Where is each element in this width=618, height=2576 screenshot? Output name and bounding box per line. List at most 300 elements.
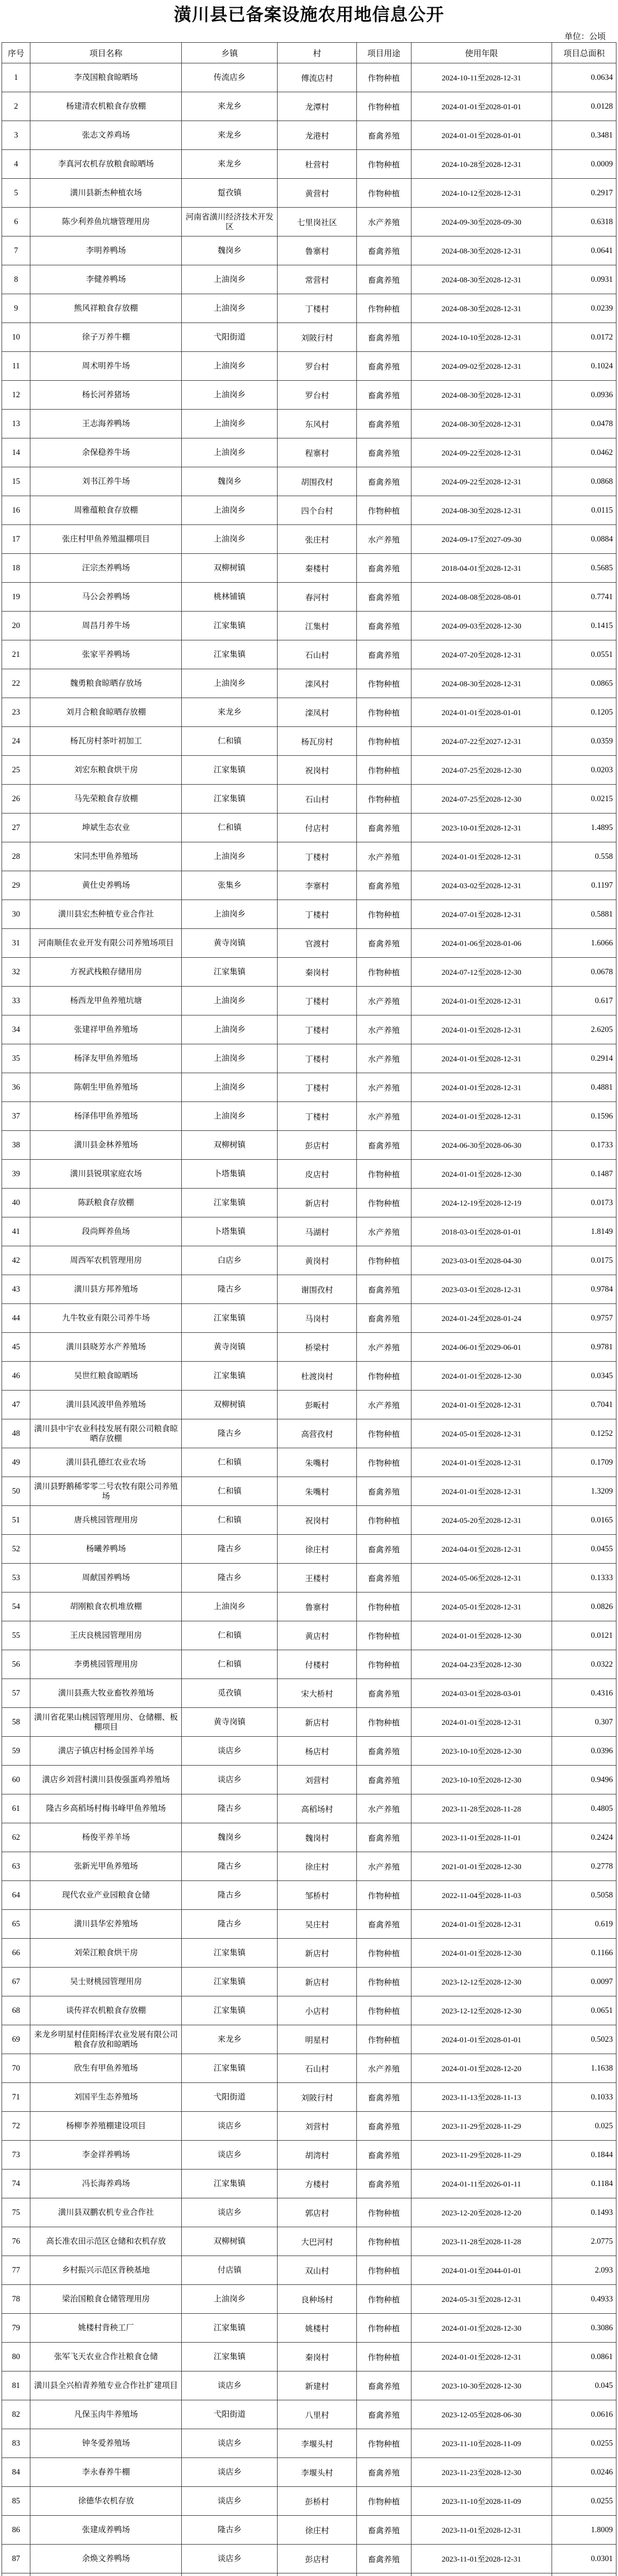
header-period: 使用年限: [411, 43, 552, 63]
row-index: 7: [2, 236, 30, 265]
period: 2024-07-01至2028-12-31: [411, 900, 552, 929]
row-index: 83: [2, 2429, 30, 2458]
table-row: [2, 1852, 616, 1881]
township: 来龙乡: [182, 121, 278, 150]
area: 0.0175: [552, 1246, 616, 1275]
table-row: [2, 265, 616, 294]
purpose: 畜禽养殖: [356, 583, 411, 612]
township: 踅孜镇: [182, 179, 278, 208]
period: 2024-07-22至2027-12-31: [411, 727, 552, 756]
purpose: 作物种植: [356, 2025, 411, 2054]
area: 0.0865: [552, 669, 616, 698]
township: 上油岗乡: [182, 381, 278, 410]
row-index: 44: [2, 1304, 30, 1333]
period: 2024-01-01至2028-01-01: [411, 121, 552, 150]
period: 2024-05-06至2028-12-31: [411, 1564, 552, 1592]
table-row: [2, 958, 616, 987]
row-index: 52: [2, 1535, 30, 1564]
area: 0.1415: [552, 612, 616, 640]
table-row: [2, 640, 616, 669]
table-row: [2, 1679, 616, 1708]
village: 新店村: [278, 1968, 357, 1996]
period: 2023-10-30至2028-12-30: [411, 2371, 552, 2400]
area: 0.4933: [552, 2285, 616, 2314]
area: 0.4316: [552, 1679, 616, 1708]
table-row: [2, 2170, 616, 2198]
village: 彭畈村: [278, 1391, 357, 1419]
purpose: 畜禽养殖: [356, 2112, 411, 2141]
row-index: 29: [2, 871, 30, 900]
township: 上油岗乡: [182, 1102, 278, 1131]
purpose: 作物种植: [356, 2343, 411, 2371]
township: 江家集镇: [182, 1996, 278, 2025]
area: 0.5023: [552, 2025, 616, 2054]
purpose: 作物种植: [356, 1506, 411, 1535]
village: 丁楼村: [278, 294, 357, 323]
project-name: 现代农业产业园粮食仓储: [30, 1881, 182, 1910]
project-name: 杨瓦房村茶叶初加工: [30, 727, 182, 756]
township: 黄寺岗镇: [182, 929, 278, 958]
table-row: [2, 1160, 616, 1189]
area: 0.7741: [552, 583, 616, 612]
purpose: 作物种植: [356, 2487, 411, 2516]
period: 2024-08-30至2028-12-31: [411, 410, 552, 438]
table-row: [2, 727, 616, 756]
table-row: [2, 2314, 616, 2343]
project-name: 刘月合粮食晾晒存放棚: [30, 698, 182, 727]
period: 2024-01-01至2028-12-31: [411, 1391, 552, 1419]
project-name: 周昌月养牛场: [30, 612, 182, 640]
purpose: 畜禽养殖: [356, 1304, 411, 1333]
project-name: 潢川县金林养殖场: [30, 1131, 182, 1160]
village: 谢围孜村: [278, 1275, 357, 1304]
township: 卜塔集镇: [182, 1160, 278, 1189]
table-row: [2, 1621, 616, 1650]
township: 上油岗乡: [182, 1073, 278, 1102]
purpose: 畜禽养殖: [356, 1477, 411, 1506]
township: 仁和镇: [182, 1650, 278, 1679]
area: 0.1709: [552, 1448, 616, 1477]
township: 上油岗乡: [182, 1592, 278, 1621]
project-name: 潢川县锐琪家庭农场: [30, 1160, 182, 1189]
project-name: 梁治国粮食仓储管理用房: [30, 2285, 182, 2314]
period: 2024-01-24至2028-01-24: [411, 1304, 552, 1333]
table-row: [2, 381, 616, 410]
period: 2024-01-01至2028-01-01: [411, 92, 552, 121]
township: 双柳树镇: [182, 1391, 278, 1419]
project-name: 黄仕史养鸭场: [30, 871, 182, 900]
table-row: [2, 1015, 616, 1044]
row-index: 49: [2, 1448, 30, 1477]
village: 东风村: [278, 410, 357, 438]
header-township: 乡镇: [182, 43, 278, 63]
row-index: 17: [2, 525, 30, 554]
project-name: 段尚辉养鱼场: [30, 1217, 182, 1246]
project-name: 来龙乡明星村佳阳杨洋农业发展有限公司粮食存放和晾晒场: [30, 2025, 182, 2054]
township: 上油岗乡: [182, 2285, 278, 2314]
table-row: [2, 842, 616, 871]
project-name: 余保稳养牛场: [30, 438, 182, 467]
table-row: [2, 2429, 616, 2458]
area: 0.1596: [552, 1102, 616, 1131]
township: 上油岗乡: [182, 1015, 278, 1044]
purpose: 作物种植: [356, 1939, 411, 1968]
period: 2023-12-20至2028-12-20: [411, 2198, 552, 2227]
village: 常营村: [278, 265, 357, 294]
area: 0.0173: [552, 1189, 616, 1217]
township: 来龙乡: [182, 92, 278, 121]
row-index: 4: [2, 150, 30, 179]
purpose: 水产养殖: [356, 1794, 411, 1823]
purpose: 畜禽养殖: [356, 554, 411, 583]
area: 0.0868: [552, 467, 616, 496]
village: 官渡村: [278, 929, 357, 958]
purpose: 畜禽养殖: [356, 1910, 411, 1939]
row-index: 53: [2, 1564, 30, 1592]
purpose: 作物种植: [356, 92, 411, 121]
header-village: 村: [278, 43, 357, 63]
purpose: [356, 2573, 411, 2576]
row-index: 12: [2, 381, 30, 410]
table-row: [2, 756, 616, 785]
project-name: 杨泽友甲鱼养殖场: [30, 1044, 182, 1073]
township: [182, 2573, 278, 2576]
area: 0.0121: [552, 1621, 616, 1650]
township: 黄寺岗镇: [182, 1708, 278, 1737]
project-name: 乡村振兴示范区背秧基地: [30, 2256, 182, 2285]
township: 黄寺岗镇: [182, 1333, 278, 1362]
table-row: [2, 236, 616, 265]
village: 黄店村: [278, 1621, 357, 1650]
period: 2023-11-28至2028-11-28: [411, 1794, 552, 1823]
village: 徐庄村: [278, 2516, 357, 2545]
row-index: 74: [2, 2170, 30, 2198]
township: 谈店乡: [182, 2458, 278, 2487]
table-row: [2, 63, 616, 92]
period: 2018-03-01至2028-01-01: [411, 1217, 552, 1246]
area: 0.0215: [552, 785, 616, 814]
township: 双柳树镇: [182, 554, 278, 583]
area: 1.4895: [552, 814, 616, 842]
village: 徐庄村: [278, 1535, 357, 1564]
area: 0.617: [552, 987, 616, 1015]
township: 江家集镇: [182, 2343, 278, 2371]
area: 0.9781: [552, 1333, 616, 1362]
period: 2023-11-28至2028-11-28: [411, 2227, 552, 2256]
township: 上油岗乡: [182, 438, 278, 467]
township: 谈店乡: [182, 2429, 278, 2458]
area: 0.1333: [552, 1564, 616, 1592]
row-index: 78: [2, 2285, 30, 2314]
period: 2024-01-01至2028-12-31: [411, 1102, 552, 1131]
project-name: [30, 2573, 182, 2576]
purpose: 畜禽养殖: [356, 1766, 411, 1794]
period: 2024-01-01至2028-12-30: [411, 2314, 552, 2343]
period: 2024-08-30至2028-12-31: [411, 381, 552, 410]
purpose: 畜禽养殖: [356, 236, 411, 265]
project-name: 杨柳李养殖棚建设项目: [30, 2112, 182, 2141]
purpose: 水产养殖: [356, 842, 411, 871]
village: 黄岗村: [278, 1246, 357, 1275]
row-index: 13: [2, 410, 30, 438]
table-row: [2, 2516, 616, 2545]
area: 0.307: [552, 1708, 616, 1737]
township: 仁和镇: [182, 727, 278, 756]
area: 0.0396: [552, 1737, 616, 1766]
table-row: [2, 1275, 616, 1304]
township: 江家集镇: [182, 1968, 278, 1996]
period: 2023-12-05至2028-06-30: [411, 2400, 552, 2429]
area: 0.6318: [552, 208, 616, 236]
area: 0.9784: [552, 1275, 616, 1304]
period: [411, 2573, 552, 2576]
village: 刘陂行村: [278, 2083, 357, 2112]
table-row: [2, 1333, 616, 1362]
period: 2022-11-04至2028-11-03: [411, 1881, 552, 1910]
township: 江家集镇: [182, 1304, 278, 1333]
village: 皮店村: [278, 1160, 357, 1189]
township: 谈店乡: [182, 2545, 278, 2573]
village: 李寨村: [278, 871, 357, 900]
area: 0.0246: [552, 2458, 616, 2487]
purpose: 作物种植: [356, 2198, 411, 2227]
row-index: 19: [2, 583, 30, 612]
row-index: 26: [2, 785, 30, 814]
purpose: 作物种植: [356, 1160, 411, 1189]
purpose: 作物种植: [356, 900, 411, 929]
village: 石山村: [278, 640, 357, 669]
purpose: 作物种植: [356, 63, 411, 92]
table-row: [2, 179, 616, 208]
project-name: 杨泽伟甲鱼养殖场: [30, 1102, 182, 1131]
village: 江集村: [278, 612, 357, 640]
township: 仁和镇: [182, 1448, 278, 1477]
township: 隆古乡: [182, 2516, 278, 2545]
area: 0.1252: [552, 1419, 616, 1448]
period: 2024-03-01至2028-03-01: [411, 1679, 552, 1708]
row-index: 62: [2, 1823, 30, 1852]
header-index: 序号: [2, 43, 30, 63]
village: 新店村: [278, 1189, 357, 1217]
project-name: 张新光甲鱼养殖场: [30, 1852, 182, 1881]
period: 2024-08-30至2028-12-31: [411, 294, 552, 323]
table-row: [2, 150, 616, 179]
area: 0.0239: [552, 294, 616, 323]
row-index: 69: [2, 2025, 30, 2054]
project-name: 马先荣粮食存放棚: [30, 785, 182, 814]
row-index: 58: [2, 1708, 30, 1737]
row-index: 82: [2, 2400, 30, 2429]
project-name: 潢川县风波甲鱼养殖场: [30, 1391, 182, 1419]
header-project-name: 项目名称: [30, 43, 182, 63]
period: 2024-01-01至2028-12-31: [411, 842, 552, 871]
area: 0.1844: [552, 2141, 616, 2170]
village: 秦岗村: [278, 958, 357, 987]
table-row: [2, 2487, 616, 2516]
period: 2024-01-11至2026-01-11: [411, 2170, 552, 2198]
purpose: 作物种植: [356, 1650, 411, 1679]
village: 马湖村: [278, 1217, 357, 1246]
project-name: 张建祥甲鱼养殖场: [30, 1015, 182, 1044]
table-row: [2, 1996, 616, 2025]
township: 谈店乡: [182, 2112, 278, 2141]
purpose: 作物种植: [356, 785, 411, 814]
area: 0.0616: [552, 2400, 616, 2429]
row-index: 27: [2, 814, 30, 842]
purpose: 畜禽养殖: [356, 1823, 411, 1852]
village: 杜渡岗村: [278, 1362, 357, 1391]
area: 0.1487: [552, 1160, 616, 1189]
table-row: [2, 352, 616, 381]
purpose: 水产养殖: [356, 1015, 411, 1044]
area: 2.0775: [552, 2227, 616, 2256]
row-index: [2, 2573, 30, 2576]
area: 0.0826: [552, 1592, 616, 1621]
period: 2024-08-08至2028-08-01: [411, 583, 552, 612]
period: 2023-12-12至2028-12-30: [411, 1996, 552, 2025]
period: 2024-09-30至2028-09-30: [411, 208, 552, 236]
period: 2023-11-10至2028-11-09: [411, 2429, 552, 2458]
village: 祝岗村: [278, 1506, 357, 1535]
period: 2023-11-01至2028-12-31: [411, 2545, 552, 2573]
project-name: 高长准农田示范区仓储和农机存放: [30, 2227, 182, 2256]
area: 0.045: [552, 2371, 616, 2400]
purpose: 作物种植: [356, 2256, 411, 2285]
township: 谈店乡: [182, 2487, 278, 2516]
village: 高营孜村: [278, 1419, 357, 1448]
township: 江家集镇: [182, 640, 278, 669]
project-name: 陈少利养鱼坑塘管理用房: [30, 208, 182, 236]
area: 0.7041: [552, 1391, 616, 1419]
period: 2024-06-30至2028-06-30: [411, 1131, 552, 1160]
village: 张庄村: [278, 525, 357, 554]
row-index: 37: [2, 1102, 30, 1131]
project-name: 汪宗杰养鸭场: [30, 554, 182, 583]
period: 2023-11-01至2028-12-31: [411, 2516, 552, 2545]
period: 2024-01-06至2028-01-06: [411, 929, 552, 958]
row-index: 31: [2, 929, 30, 958]
village: 罗台村: [278, 352, 357, 381]
project-name: 潢川县燕大牧业畜牧养殖场: [30, 1679, 182, 1708]
purpose: 畜禽养殖: [356, 1131, 411, 1160]
village: 丁楼村: [278, 842, 357, 871]
area: 0.2917: [552, 179, 616, 208]
project-name: 李金祥养鸭场: [30, 2141, 182, 2170]
township: 江家集镇: [182, 958, 278, 987]
purpose: 畜禽养殖: [356, 323, 411, 352]
village: 李堰头村: [278, 2429, 357, 2458]
period: 2024-09-22至2028-12-31: [411, 467, 552, 496]
row-index: 65: [2, 1910, 30, 1939]
period: 2023-12-12至2028-12-30: [411, 1968, 552, 1996]
row-index: 34: [2, 1015, 30, 1044]
area: 0.1184: [552, 2170, 616, 2198]
table-row: [2, 1044, 616, 1073]
period: 2023-11-10至2028-11-09: [411, 2487, 552, 2516]
area: 0.0641: [552, 236, 616, 265]
period: 2024-09-03至2028-12-30: [411, 612, 552, 640]
township: 上油岗乡: [182, 352, 278, 381]
purpose: 作物种植: [356, 2227, 411, 2256]
project-name: 潢川县新杰种植农场: [30, 179, 182, 208]
period: 2024-01-01至2028-12-31: [411, 1073, 552, 1102]
period: 2023-03-01至2028-04-30: [411, 1246, 552, 1275]
purpose: 作物种植: [356, 2285, 411, 2314]
project-name: 徐德华农机存放: [30, 2487, 182, 2516]
township: 觅孜镇: [182, 1679, 278, 1708]
township: 上油岗乡: [182, 265, 278, 294]
village: 丁楼村: [278, 1073, 357, 1102]
township: 白店乡: [182, 1246, 278, 1275]
period: 2024-01-01至2028-12-30: [411, 1621, 552, 1650]
purpose: 畜禽养殖: [356, 612, 411, 640]
project-name: 陈跃粮食存放棚: [30, 1189, 182, 1217]
township: 河南省潢川经济技术开发区: [182, 208, 278, 236]
township: 仁和镇: [182, 814, 278, 842]
area: 0.9757: [552, 1304, 616, 1333]
project-name: 吴世红粮食晾晒场: [30, 1362, 182, 1391]
township: 桃林铺镇: [182, 583, 278, 612]
area: 0.0651: [552, 1996, 616, 2025]
table-row: [2, 2343, 616, 2371]
township: 谈店乡: [182, 1737, 278, 1766]
purpose: 水产养殖: [356, 1044, 411, 1073]
table-row: [2, 467, 616, 496]
table-row: [2, 2256, 616, 2285]
table-row: [2, 2025, 616, 2054]
facility-land-table: [2, 42, 616, 2576]
township: 传流店乡: [182, 63, 278, 92]
row-index: 55: [2, 1621, 30, 1650]
row-index: 22: [2, 669, 30, 698]
area: 0.3086: [552, 2314, 616, 2343]
purpose: 作物种植: [356, 1246, 411, 1275]
village: 姚楼村: [278, 2314, 357, 2343]
village: 李堰头村: [278, 2458, 357, 2487]
period: 2024-08-30至2028-12-31: [411, 669, 552, 698]
table-row: [2, 2054, 616, 2083]
village: 胡围孜村: [278, 467, 357, 496]
period: 2024-09-02至2028-12-31: [411, 352, 552, 381]
township: 隆古乡: [182, 1564, 278, 1592]
table-row: [2, 900, 616, 929]
table-row: [2, 698, 616, 727]
purpose: 畜禽养殖: [356, 467, 411, 496]
table-row: [2, 438, 616, 467]
township: 江家集镇: [182, 1939, 278, 1968]
project-name: 陈朝生甲鱼养殖场: [30, 1073, 182, 1102]
township: 上油岗乡: [182, 294, 278, 323]
township: 江家集镇: [182, 756, 278, 785]
purpose: 畜禽养殖: [356, 1679, 411, 1708]
village: 杜营村: [278, 150, 357, 179]
township: 仁和镇: [182, 1506, 278, 1535]
village: 宋大桥村: [278, 1679, 357, 1708]
village: 彭店村: [278, 2545, 357, 2573]
purpose: 畜禽养殖: [356, 640, 411, 669]
purpose: 作物种植: [356, 2314, 411, 2343]
purpose: 畜禽养殖: [356, 410, 411, 438]
project-name: 魏勇粮食晾晒存放场: [30, 669, 182, 698]
table-row: [2, 2285, 616, 2314]
purpose: 作物种植: [356, 1189, 411, 1217]
period: 2024-01-01至2028-12-31: [411, 1708, 552, 1737]
project-name: 隆古乡高稻场村梅书峰甲鱼养殖场: [30, 1794, 182, 1823]
table-row: [2, 294, 616, 323]
village: 双山村: [278, 2256, 357, 2285]
table-row: [2, 2198, 616, 2227]
table-row: [2, 2141, 616, 2170]
